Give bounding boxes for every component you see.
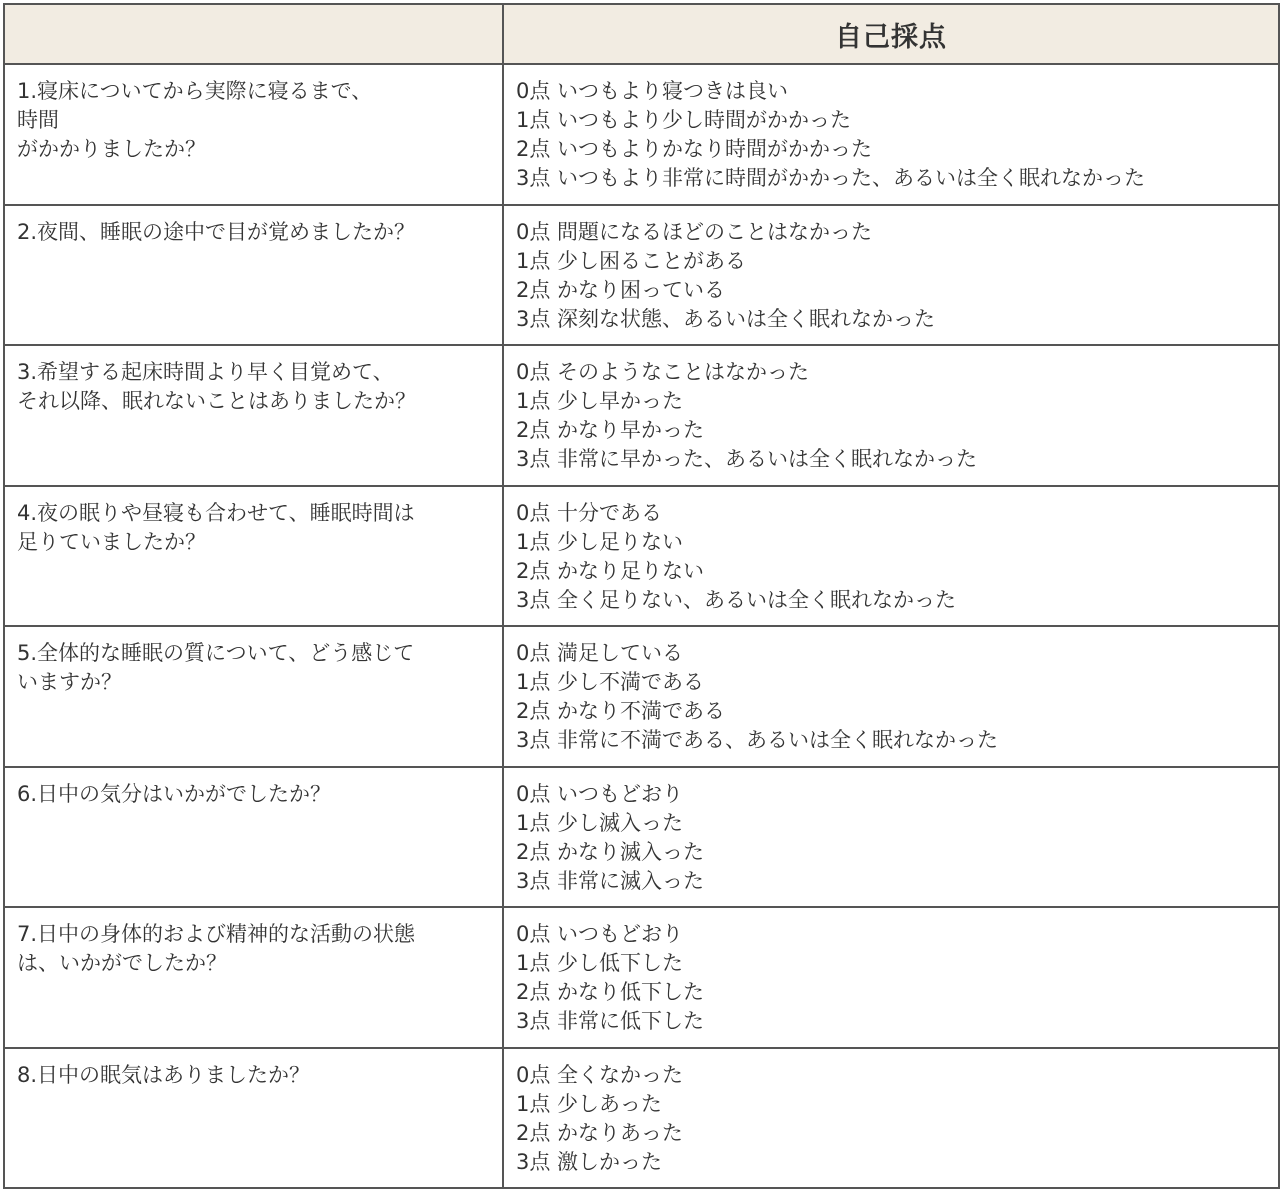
option-0-points: 0点 そのようなことはなかった xyxy=(516,360,810,384)
table-row xyxy=(4,64,1279,205)
question-cell xyxy=(4,907,503,1048)
option-2-points: 2点 かなり足りない xyxy=(516,558,705,583)
question-text: 2.夜間、睡眠の途中で目が覚めましたか？ xyxy=(17,219,416,244)
question-text: 6.日中の気分はいかがでしたか？ xyxy=(17,781,332,806)
option-0-points: 0点 全くなかった xyxy=(516,1062,684,1087)
option-2-points: 2点 かなりあった xyxy=(516,1120,683,1145)
score-column-header xyxy=(503,4,1279,64)
options-cell xyxy=(503,1048,1279,1189)
table-row xyxy=(4,767,1279,908)
options-cell xyxy=(503,626,1279,767)
option-3-points: 3点 非常に早かった、あるいは全く眠れなかった xyxy=(516,447,978,471)
question-text: 1.寝床についてから実際に寝るまで、 時間 がかかりましたか？ xyxy=(17,79,373,161)
question-cell xyxy=(4,64,503,205)
option-2-points: 2点 かなり困っている xyxy=(516,277,726,302)
option-0-points: 0点 いつもより寝つきは良い xyxy=(516,79,789,103)
options-cell xyxy=(503,767,1279,908)
question-cell xyxy=(4,767,503,908)
question-text: 4.夜の眠りや昼寝も合わせて、睡眠時間は 足りていましたか？ xyxy=(17,500,415,554)
option-1-point: 1点 少し低下した xyxy=(516,951,684,975)
question-text: 3.希望する起床時間より早く目覚めて、 それ以降、眠れないことはありましたか？ xyxy=(17,360,416,413)
question-cell xyxy=(4,1048,503,1189)
option-2-points: 2点 いつもよりかなり時間がかかった xyxy=(516,137,873,161)
option-3-points: 3点 非常に低下した xyxy=(516,1009,705,1033)
option-3-points: 3点 深刻な状態、あるいは全く眠れなかった xyxy=(516,306,936,331)
table-row xyxy=(4,486,1279,627)
option-3-points: 3点 全く足りない、あるいは全く眠れなかった xyxy=(516,587,957,612)
option-0-points: 0点 満足している xyxy=(516,641,684,665)
option-2-points: 2点 かなり低下した xyxy=(516,980,705,1004)
table-row xyxy=(4,626,1279,767)
option-3-points: 3点 非常に滅入った xyxy=(516,868,705,893)
option-1-point: 1点 少し不満である xyxy=(516,670,705,694)
question-column-header xyxy=(4,4,503,64)
option-1-point: 1点 少し困ることがある xyxy=(516,248,747,273)
option-0-points: 0点 いつもどおり xyxy=(516,922,684,946)
table-header xyxy=(4,4,1279,64)
option-1-point: 1点 少し足りない xyxy=(516,529,684,554)
table-row xyxy=(4,345,1279,486)
option-3-points: 3点 激しかった xyxy=(516,1149,663,1174)
option-2-points: 2点 かなり滅入った xyxy=(516,839,705,864)
question-cell xyxy=(4,626,503,767)
option-2-points: 2点 かなり早かった xyxy=(516,418,705,442)
option-1-point: 1点 少しあった xyxy=(516,1091,662,1116)
question-cell xyxy=(4,345,503,486)
question-text: 5.全体的な睡眠の質について、どう感じて いますか？ xyxy=(17,641,415,694)
options-cell xyxy=(503,907,1279,1048)
option-1-point: 1点 少し早かった xyxy=(516,389,684,413)
header-row xyxy=(4,4,1279,64)
options-cell xyxy=(503,345,1279,486)
option-2-points: 2点 かなり不満である xyxy=(516,699,726,723)
options-cell xyxy=(503,205,1279,346)
option-0-points: 0点 十分である xyxy=(516,500,663,525)
sleep-self-score-table xyxy=(3,3,1280,1189)
option-0-points: 0点 いつもどおり xyxy=(516,781,684,806)
table-row xyxy=(4,1048,1279,1189)
option-3-points: 3点 いつもより非常に時間がかかった、あるいは全く眠れなかった xyxy=(516,166,1146,190)
score-column-label: 自己採点 xyxy=(835,21,947,53)
option-1-point: 1点 いつもより少し時間がかかった xyxy=(516,108,852,132)
option-1-point: 1点 少し滅入った xyxy=(516,810,684,835)
options-cell xyxy=(503,64,1279,205)
question-cell xyxy=(4,486,503,627)
table-row xyxy=(4,907,1279,1048)
table-row xyxy=(4,205,1279,346)
question-text: 7.日中の身体的および精神的な活動の状態 は、いかがでしたか？ xyxy=(17,922,416,975)
table-body xyxy=(4,64,1279,1188)
question-cell xyxy=(4,205,503,346)
option-0-points: 0点 問題になるほどのことはなかった xyxy=(516,219,873,244)
options-cell xyxy=(503,486,1279,627)
option-3-points: 3点 非常に不満である、あるいは全く眠れなかった xyxy=(516,728,999,752)
question-text: 8.日中の眠気はありましたか？ xyxy=(17,1062,311,1087)
